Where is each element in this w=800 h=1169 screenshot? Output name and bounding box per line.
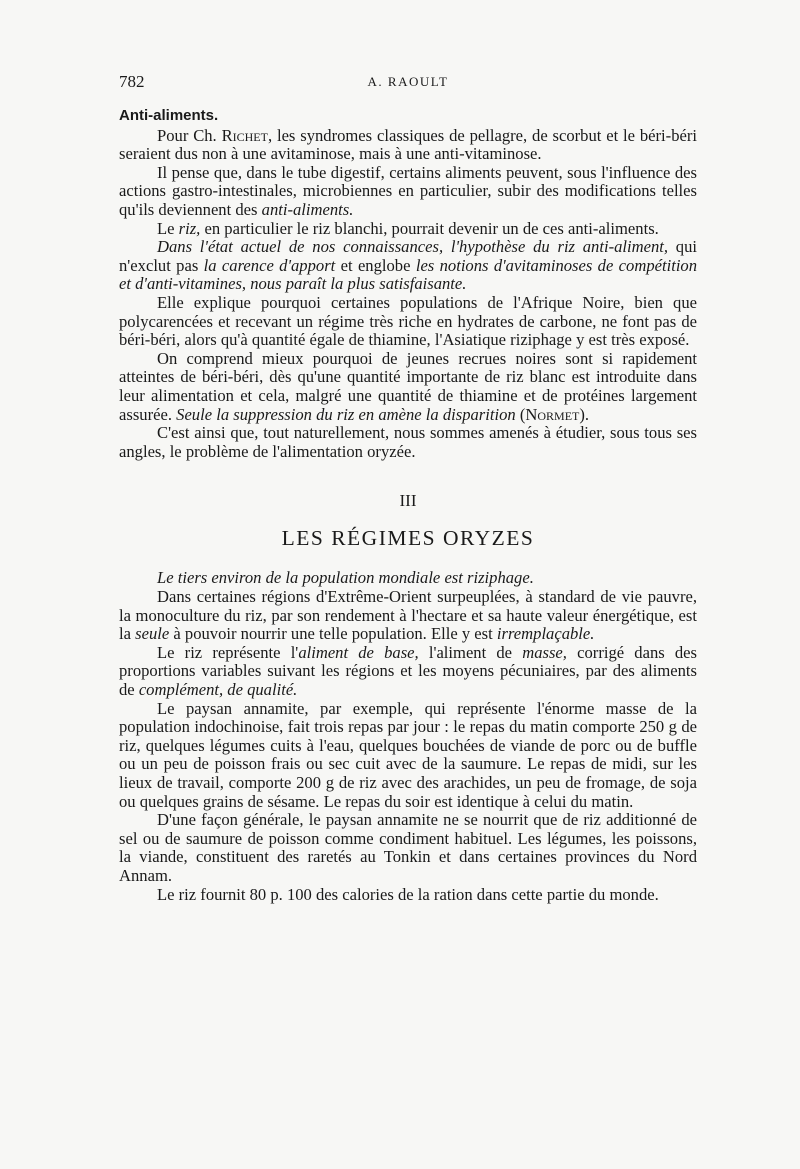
emphasis: seule (135, 624, 170, 644)
paragraph (119, 350, 697, 424)
page-header (119, 72, 697, 94)
paragraph (119, 588, 697, 644)
paragraph (119, 164, 697, 220)
emphasis: anti-aliments. (261, 199, 354, 219)
paragraph (119, 238, 697, 294)
text: On comprend mieux pourquoi de jeunes recrues noires sont si rapidement atteintes de béri-béri, dès qu'une quantité importante de riz blanc est introduite dans leur alimentation et cela, malgré une quantité de thiamine et de protéines largement assurée. (119, 348, 697, 424)
text: à pouvoir nourrir une telle population. Elle y est (169, 624, 497, 644)
author-name: Richet, (221, 125, 273, 145)
paragraph (119, 127, 697, 164)
section-number: III (399, 491, 417, 511)
text: l'aliment de (418, 642, 523, 662)
text: Le (157, 218, 179, 238)
text: qui n'exclut pas (119, 237, 697, 275)
emphasis: Dans l'état actuel de nos connaissances, l'hypothèse du riz anti-aliment, (157, 237, 669, 257)
emphasis: les notions d'avitaminoses de compétition et d'anti-vitamines, nous paraît la plus satisfaisante. (119, 255, 698, 294)
emphasis: aliment de base, (298, 642, 419, 662)
paragraph (119, 220, 697, 239)
paragraph (119, 644, 697, 700)
emphasis: masse, (522, 642, 567, 662)
section-heading-anti-aliments: Anti-aliments. (119, 107, 219, 124)
section-title: LES RÉGIMES ORYZES (281, 525, 535, 550)
text: Le riz représente l' (157, 642, 299, 662)
emphasis: Seule la suppression du riz en amène la disparition (176, 404, 516, 424)
paragraph: Le paysan annamite, par exemple, qui représente l'énorme masse de la population indochinoise, fait trois repas par jour : le repas du matin comporte 250 g de riz, quelques légumes cuits à l'eau, quelques bouchées de viande de porc ou de buffle ou un peu de poisson frais ou sec cuit avec de la saumure. Le repas de midi, sur les lieux de travail, comporte 200 g de riz avec des arachides, un peu de fromage, de soja ou quelques grains de sésame. Le repas du soir est identique à celui du matin. (119, 698, 697, 811)
paragraph: Le riz fournit 80 p. 100 des calories de la ration dans cette partie du monde. (157, 884, 659, 904)
emphasis: Le tiers environ de la population mondiale est riziphage. (157, 568, 534, 588)
paragraph: C'est ainsi que, tout naturellement, nous sommes amenés à étudier, sous tous ses angles, le problème de l'alimentation oryzée. (119, 423, 697, 461)
emphasis: complément, de qualité. (138, 680, 298, 700)
body-text (119, 107, 697, 904)
text: Dans certaines régions d'Extrême-Orient surpeuplées, à standard de vie pauvre, la monoculture du riz, par son rendement à l'hectare et sa haute valeur énergétique, est la (119, 587, 697, 644)
paragraph: D'une façon générale, le paysan annamite ne se nourrit que de riz additionné de sel ou de saumure de poisson comme condiment habituel. Les légumes, les poissons, la viande, constituent des raretés au Tonkin et dans certaines provinces du Nord Annam. (119, 810, 697, 885)
text: en particulier le riz blanchi, pourrait devenir un de ces anti-aliments. (200, 218, 659, 238)
emphasis: irremplaçable. (496, 624, 595, 644)
text: et englobe (335, 255, 416, 275)
running-head: A. RAOULT (367, 74, 449, 89)
text: ). (579, 404, 590, 424)
paragraph: Elle explique pourquoi certaines populations de l'Afrique Noire, bien que polycarencées et recevant un régime très riche en hydrates de carbone, ne font pas de béri-béri, alors qu'à quantité égale de thiamine, l'Asiatique riziphage y est très exposé. (119, 292, 697, 350)
text: ( (515, 404, 526, 424)
text: Il pense que, dans le tube digestif, certains aliments peuvent, sous l'influence des actions gastro-intestinales, microbiennes en particulier, subir des modifications telles qu'ils deviennent des (119, 162, 697, 219)
text: Pour Ch. (157, 125, 222, 145)
emphasis: riz, (178, 218, 201, 238)
text: corrigé dans des proportions variables suivant les régions et les moyens pécuniaires, par des aliments de (119, 642, 697, 700)
emphasis: la carence d'apport (203, 255, 336, 275)
paragraph (119, 569, 697, 588)
page-number: 782 (119, 72, 145, 91)
author-name: Normet (525, 404, 580, 424)
text: les syndromes classiques de pellagre, de scorbut et le béri-béri seraient dus non à une avitaminose, mais à une anti-vitaminose. (119, 125, 697, 164)
